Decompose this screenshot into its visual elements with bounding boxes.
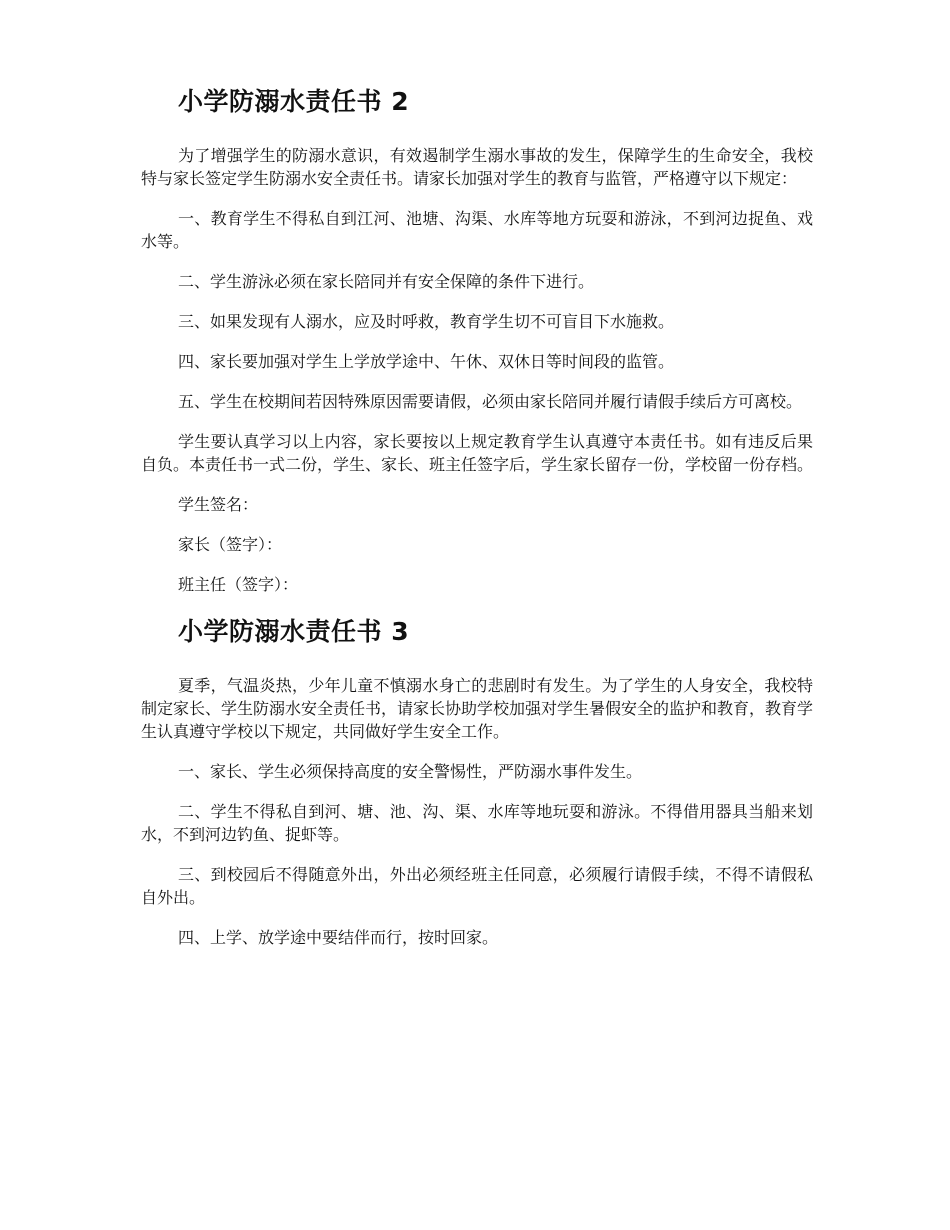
rule-paragraph-1: 一、教育学生不得私自到江河、池塘、沟渠、水库等地方玩耍和游泳，不到河边捉鱼、戏水等。 (141, 209, 813, 251)
rule-paragraph-3: 三、到校园后不得随意外出，外出必须经班主任同意，必须履行请假手续，不得不请假私自外出。 (141, 865, 813, 907)
rule-paragraph-2: 二、学生游泳必须在家长陪同并有安全保障的条件下进行。 (178, 272, 595, 291)
document-title: 小学防溺水责任书 2 (178, 87, 410, 116)
rule-paragraph-3: 三、如果发现有人溺水，应及时呼救，教育学生切不可盲目下水施救。 (178, 312, 675, 331)
rule-paragraph-4: 四、家长要加强对学生上学放学途中、午休、双休日等时间段的监管。 (178, 352, 675, 371)
rule-paragraph-4: 四、上学、放学途中要结伴而行，按时回家。 (178, 928, 499, 947)
intro-paragraph: 为了增强学生的防溺水意识，有效遏制学生溺水事故的发生，保障学生的生命安全，我校特与家长签定学生防溺水安全责任书。请家长加强对学生的教育与监管，严格遵守以下规定： (141, 146, 813, 188)
rule-paragraph-5: 五、学生在校期间若因特殊原因需要请假，必须由家长陪同并履行请假手续后方可离校。 (178, 392, 803, 411)
intro-paragraph: 夏季，气温炎热，少年儿童不慎溺水身亡的悲剧时有发生。为了学生的人身安全，我校特制定家长、学生防溺水安全责任书，请家长协助学校加强对学生暑假安全的监护和教育，教育学生认真遵守学校以下规定，共同做好学生安全工作。 (141, 676, 814, 741)
closing-paragraph: 学生要认真学习以上内容，家长要按以上规定教育学生认真遵守本责任书。如有违反后果自负。本责任书一式二份，学生、家长、班主任签字后，学生家长留存一份，学校留一份存档。 (141, 432, 814, 474)
rule-paragraph-1: 一、家长、学生必须保持高度的安全警惕性，严防溺水事件发生。 (178, 762, 643, 781)
document-content (141, 84, 813, 966)
student-signature-label: 学生签名： (178, 495, 259, 514)
rule-paragraph-2: 二、学生不得私自到河、塘、池、沟、渠、水库等地玩耍和游泳。不得借用器具当船来划水，不到河边钓鱼、捉虾等。 (141, 802, 813, 844)
parent-signature-label: 家长（签字）： (178, 535, 283, 554)
document-title: 小学防溺水责任书 3 (178, 617, 410, 646)
teacher-signature-label: 班主任（签字）： (178, 575, 299, 594)
responsibility-letter-2 (141, 84, 813, 596)
responsibility-letter-3 (141, 614, 813, 949)
